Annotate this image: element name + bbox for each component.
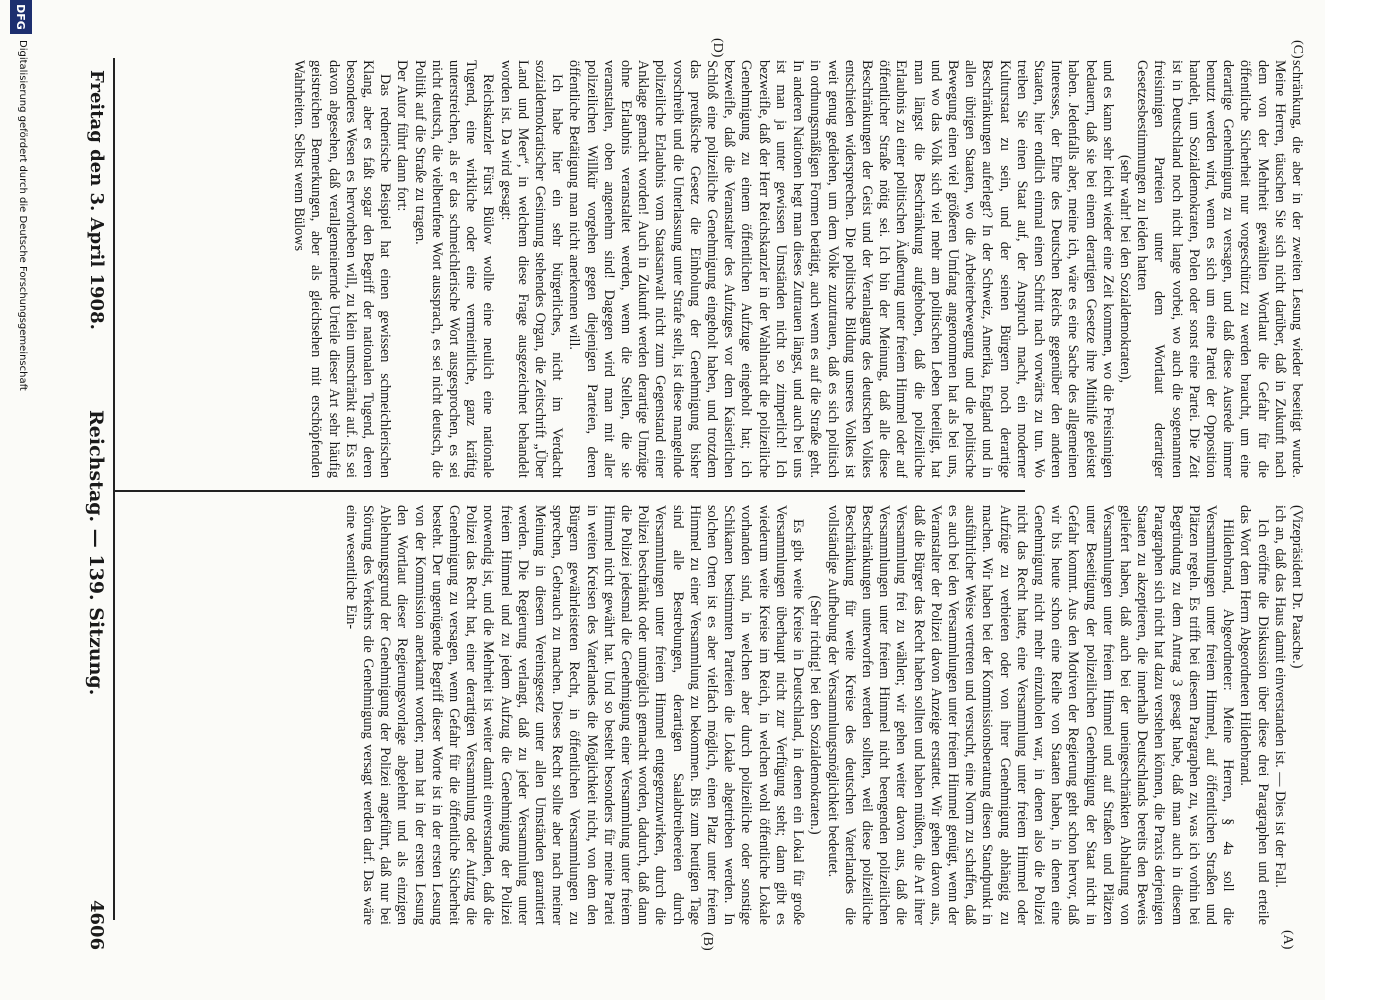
column-rule xyxy=(115,490,1025,492)
margin-marker-a: (A) xyxy=(1280,930,1295,950)
paragraph: (Vizepräsident Dr. Paasche.) xyxy=(1289,505,1305,669)
right-text-column xyxy=(125,60,1305,478)
page-number: 4606 xyxy=(86,900,107,951)
margin-marker-d: (D) xyxy=(710,38,725,58)
paragraph: Ich eröffne die Diskussion über diese drei Paragraphen und erteile das Wort dem Herrn Abgeordneten Hildenbrand. xyxy=(1237,505,1271,925)
paragraph: Der Autor führt dann fort: xyxy=(394,60,411,212)
paragraph: Ich habe hier ein sehr bürgerliches, nicht im Verdacht sozialdemokratischer Gesinnung stehendes Organ, die Zeitschrift „Über Land und Meer“, in welchem diese Frage ausgezeichnet behandelt worden ist. Da wird gesagt: xyxy=(497,60,566,478)
paragraph: ich an, daß das Haus damit einverstanden ist. — Dies ist der Fall. xyxy=(1271,505,1288,888)
margin-marker-b: (B) xyxy=(700,932,715,951)
paragraph: Es gibt weite Kreise in Deutschland, in denen ein Lokal für große Versammlungen überhaupt nicht zur Verfügung steht; dann gibt es wiederum weite Kreise im Reich, in welchen wohl öffentliche Lokale vorhanden sind, in welchen aber durch polizeiliche oder sonstige Schikanen bestimmten Parteien die Lokale abgetrieben werden. In solchen Orten ist es aber vielfach möglich, einen Platz unter freiem Himmel zu einer Versammlung zu bekommen. Bis zum heutigen Tage sind alle Bestrebungen, derartigen Saalabtreibereien durch Versammlungen unter freiem Himmel entgegenzuwirken, durch die Polizei beschränkt oder unmöglich gemacht worden, dadurch, daß dann die Polizei jedesmal die Genehmigung einer Versammlung unter freiem Himmel nicht gewährt hat. Und so besteht besonders für meine Partei in weiten Kreisen des Vaterlandes die Möglichkeit nicht, von dem den Bürgern gewährleisteten Recht, in öffentlichen Versammlungen zu sprechen, Gebrauch zu machen. Dieses Recht sollte aber nach meiner Meinung in diesem Vereinsgesetz unter allen Umständen garantiert werden. Die Regierung verlangt, daß zu jeder Versammlung unter freiem Himmel und zu jedem Aufzug die Genehmigung der Polizei notwendig ist, und die Mehrheit ist weiter damit einverstanden, daß die Polizei das Recht hat, einer derartigen Versammlung oder Aufzug die Genehmigung zu versagen, wenn Gefahr für die öffentliche Sicherheit besteht. Der ungenügende Begriff dieser Worte ist in der ersten Lesung von der Kommission anerkannt worden; man hat in der ersten Lesung den Wortlaut dieser Regierungsvorlage abgelehnt und als einzigen Ablehnungsgrund der Genehmigung der Polizei angeführt, daß nur bei Störung des Verkehrs die Genehmigung versagt werden darf. Das wäre eine wesentliche Ein- xyxy=(342,505,807,925)
session-title: Reichstag. — 139. Sitzung. xyxy=(85,410,107,696)
left-text-column xyxy=(125,505,1305,925)
quotation: Reichskanzler Fürst Bülow wollte eine neulich eine nationale Tugend, eine wirkliche oder eine vermeintliche, ganz kräftig unterstreichen, als er das schmeichlerische Wort ausgesprochen, es sei nicht deutsch, die vielberufene Wort aussprach, es sei nicht deutsch, die Politik auf die Straße zu tragen. xyxy=(411,60,497,478)
digitization-credit: Digitalisierung gefördert durch die Deutsche Forschungsgemeinschaft xyxy=(17,40,28,391)
interjection: (sehr wahr! bei den Sozialdemokraten), xyxy=(1116,154,1133,384)
interjection: (Sehr richtig! bei den Sozialdemokraten.) xyxy=(807,595,824,835)
paragraph: und es kann sehr leicht wieder eine Zeit kommen, wo die Freisinnigen bedauern, daß sie bei einem derartigen Gesetze ihre Mithilfe geleistet haben. Jedenfalls aber, meine ich, wäre es eine Sache des allgemeinen Interesses, der Ehre des Deutschen Reichs gegenüber den anderen Staaten, hier endlich einmal einen Schritt nach vorwärts zu tun. Wo treiben Sie einen Staat auf, der Anspruch macht, ein moderner Kulturstaat zu sein, und der seinen Bürgern noch derartige Beschränkungen auferlegt? In der Schweiz, Amerika, England und in allen übrigen Staaten, wo die Arbeiterbewegung und die politische Bewegung einen viel größeren Umfang angenommen hat als bei uns, und wo das Volk sich viel mehr am politischen Leben beteiligt, hat man längst die Beschränkung aufgehoben, daß die polizeiliche Erlaubnis zu einer politischen Äußerung unter freiem Himmel oder auf öffentlicher Straße nötig sei. Ich bin der Meinung, daß alle diese Beschränkungen der Geist und der Veranlagung des deutschen Volkes entschieden widersprechen. Die politische Bildung unseres Volkes ist weit genug gediehen, um dem Volke zuzutrauen, daß es sich politisch in ordnungsmäßigen Formen betätigt, auch wenn es auf die Straße geht. In anderen Nationen hegt man dieses Zutrauen längst, und auch bei uns ist man ja unter gewissen Umständen nicht so zimperlich! Ich bezweifle, daß der Herr Reichskanzler in der Wahlnacht die polizeiliche Genehmigung zu einem öffentlichen Aufzuge eingeholt hat; ich bezweifle, daß die Veranstalter des Aufzuges vor dem Kaiserlichen Schloß eine polizeiliche Genehmigung eingeholt haben, und trotzdem das preußische Gesetz die Einholung der Genehmigung bisher vorschreibt und die Unterlassung unter Strafe stellt, ist diese mangelnde polizeiliche Erlaubnis vom Staatsanwalt nicht zum Gegenstand einer Anklage gemacht worden! Auch in Zukunft werden derartige Umzüge ohne Erlaubnis veranstaltet werden, wenn die Stellen, die sie veranstalten, oben angenehm sind! Dagegen wird man mit aller polizeilichen Willkür vorgehen gegen diejenigen Parteien, deren öffentliche Betätigung man nicht anerkennen will. xyxy=(566,60,1116,478)
margin-marker-c: (C) xyxy=(1290,40,1305,59)
session-date: Freitag den 3. April 1908. xyxy=(86,70,107,330)
quotation: Das rednerische Beispiel hat einen gewissen schmeichlerischen Klang, aber es faßt sogar den Begriff der nationalen Tugend, deren besonderes Wesen es hervorheben will, zu klein umschränkt auf. Es sei davon abgesehen, daß verallgemeinernde Urteile dieser Art sehr häufig geistreichen Bemerkungen, aber als gleichsehen mit erschöpfenden Wahrheiten. Selbst wenn Bülows xyxy=(291,60,394,478)
dfg-logo: DFG xyxy=(10,0,32,34)
paragraph: schränkung, die aber in der zweiten Lesung wieder beseitigt wurde. Meine Herren, täuschen Sie sich nicht darüber, daß in Zukunft nach dem von der Mehrheit gewählten Wortlaut die Gefahr für die öffentliche Sicherheit nur vorgeschützt zu werden braucht, um eine derartige Genehmigung zu versagen, und daß diese Ausrede immer benutzt werden wird, wenn es sich um eine Partei der Opposition handelt, um Sozialdemokraten, Polen oder sonst eine Partei. Die Zeit ist in Deutschland noch nicht lange vorbei, wo auch die sogenannten freisinnigen Parteien unter dem Wortlaut derartiger Gesetzesbestimmungen zu leiden hatten xyxy=(1134,60,1305,478)
speech-paragraph: Hildenbrand, Abgeordneter: Meine Herren, § 4a soll die Versammlungen unter freiem Himmel, auf öffentlichen Straßen und Plätzen regeln. Es trifft bei diesem Paragraphen zu, was ich vorhin bei Begründung zu dem Antrag 3 gesagt habe, daß man auch in diesem Paragraphen sich nicht hat dazu verstehen können, die Praxis derjenigen Staaten zu akzeptieren, die innerhalb Deutschlands bereits den Beweis geliefert haben, daß auch bei der uneingeschränkten Abhaltung von Versammlungen unter freiem Himmel und auf Straßen und Plätzen unter Beseitigung der polizeilichen Genehmigung der Staat nicht in Gefahr kommt. Aus den Motiven der Regierung geht schon hervor, daß wir bis heute schon eine Reihe von Staaten haben, in denen eine Genehmigung nicht mehr einzuholen war, in denen also die Polizei nicht das Recht hatte, eine Versammlung unter freiem Himmel oder Aufzüge zu verbieten oder von ihrer Genehmigung abhängig zu machen. Wir haben bei der Kommissionsberatung diesen Standpunkt in ausführlicher Weise vertreten und versucht, eine Norm zu schaffen, daß es auch bei den Versammlungen unter freiem Himmel genügt, wenn der Veranstalter der Polizei davon Anzeige erstattet. Wir gehen davon aus, daß die Bürger das Recht haben sollten und haben müßten, die Art ihrer Versammlung frei zu wählen; wir gehen weiter davon aus, daß die Versammlungen unter freiem Himmel nicht beengenden polizeilichen Beschränkungen unterworfen werden sollten, weil diese polizeiliche Beschränkung für weite Kreise des deutschen Vaterlandes die vollständige Aufhebung der Versammlungsmöglichkeit bedeutet. xyxy=(824,505,1237,925)
header-rule xyxy=(113,58,115,920)
